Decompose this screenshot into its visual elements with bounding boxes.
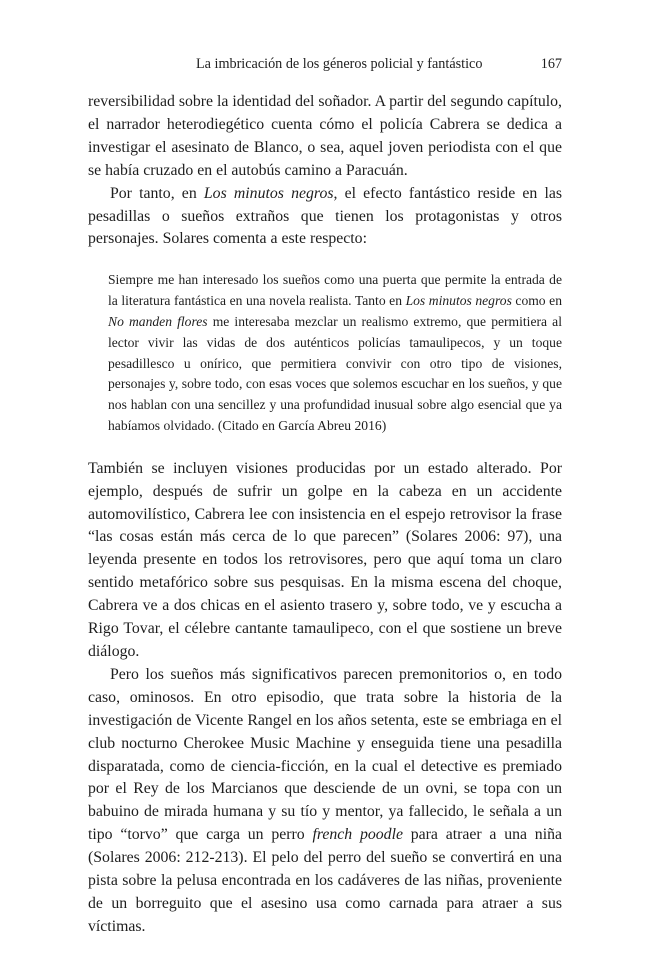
quote-part-b: como en bbox=[511, 293, 562, 309]
italic-term: french poodle bbox=[312, 826, 403, 844]
paragraph-2-end: , el efecto fantástico reside en las pesadillas o sueños extraños que tienen los protagonistas y otros personajes. Solares comenta a este respecto: bbox=[88, 184, 562, 248]
quote-title-2: No manden flores bbox=[108, 313, 208, 329]
paragraph-4 bbox=[88, 664, 562, 939]
quote-title-1: Los minutos negros bbox=[405, 293, 512, 309]
paragraph-2-start: Por tanto, en bbox=[110, 184, 204, 202]
quote-part-c: me interesaba mezclar un realismo extremo, que permitiera al lector vivir las vidas de dos auténticos policías tamaulipecos, y un toque pesadillesco u onírico, que permitiera convivir con otro tipo de visiones, personajes y, sobre todo, con esas voces que solemos escuchar en los sueños, y que nos hablan con una sencillez y una profundidad inusual sobre algo esencial que ya habíamos olvidado. (Citado en García Abreu 2016) bbox=[108, 313, 562, 433]
book-title-italic: Los minutos negros bbox=[203, 184, 334, 202]
paragraph-1: reversibilidad sobre la identidad del soñador. A partir del segundo capítulo, el narrador heterodiegético cuenta cómo el policía Cabrera se dedica a investigar el asesinato de Blanco, o sea, aquel joven periodista con el que se había cruzado en el autobús camino a Paracuán. bbox=[88, 93, 562, 179]
body-text bbox=[88, 91, 562, 939]
quote-part-a: Siempre me han interesado los sueños como una puerta que permite la entrada de la literatura fantástica en una novela realista. Tanto en bbox=[108, 272, 562, 309]
running-title: La imbricación de los géneros policial y fantástico bbox=[196, 56, 483, 72]
paragraph-2 bbox=[88, 183, 562, 252]
paragraph-4-end: para atraer a una niña (Solares 2006: 212-213). El pelo del perro del sueño se convertirá en una pista sobre la pelusa encontrada en los cadáveres de las niñas, proveniente de un borreguito que el asesino usa como carnada para atraer a sus víctimas. bbox=[88, 826, 563, 935]
block-quote bbox=[108, 270, 562, 436]
paragraph-4-start: Pero los sueños más significativos parecen premonitorios o, en todo caso, ominosos. En otro episodio, que trata sobre la historia de la investigación de Vicente Rangel en los años setenta, este se embriaga en el club nocturno Cherokee Music Machine y enseguida tiene una pesadilla disparatada, como de ciencia-ficción, en la cual el detective es premiado por el Rey de los Marcianos que desciende de un ovni, se topa con un babuino de mirada humana y su tío y mentor, ya fallecido, le señala a un tipo “torvo” que carga un perro bbox=[88, 665, 562, 844]
paragraph-3: También se incluyen visiones producidas por un estado alterado. Por ejemplo, después de sufrir un golpe en la cabeza en un accidente automovilístico, Cabrera lee con insistencia en el espejo retrovisor la frase “las cosas están más cerca de lo que parecen” (Solares 2006: 97), una leyenda presente en todos los retrovisores, pero que aquí toma un claro sentido metafórico sobre sus pesquisas. En la misma escena del choque, Cabrera ve a dos chicas en el asiento trasero y, sobre todo, ve y escucha a Rigo Tovar, el célebre cantante tamaulipeco, con el que sostiene un breve diálogo. bbox=[88, 459, 562, 660]
page-number: 167 bbox=[540, 56, 562, 72]
